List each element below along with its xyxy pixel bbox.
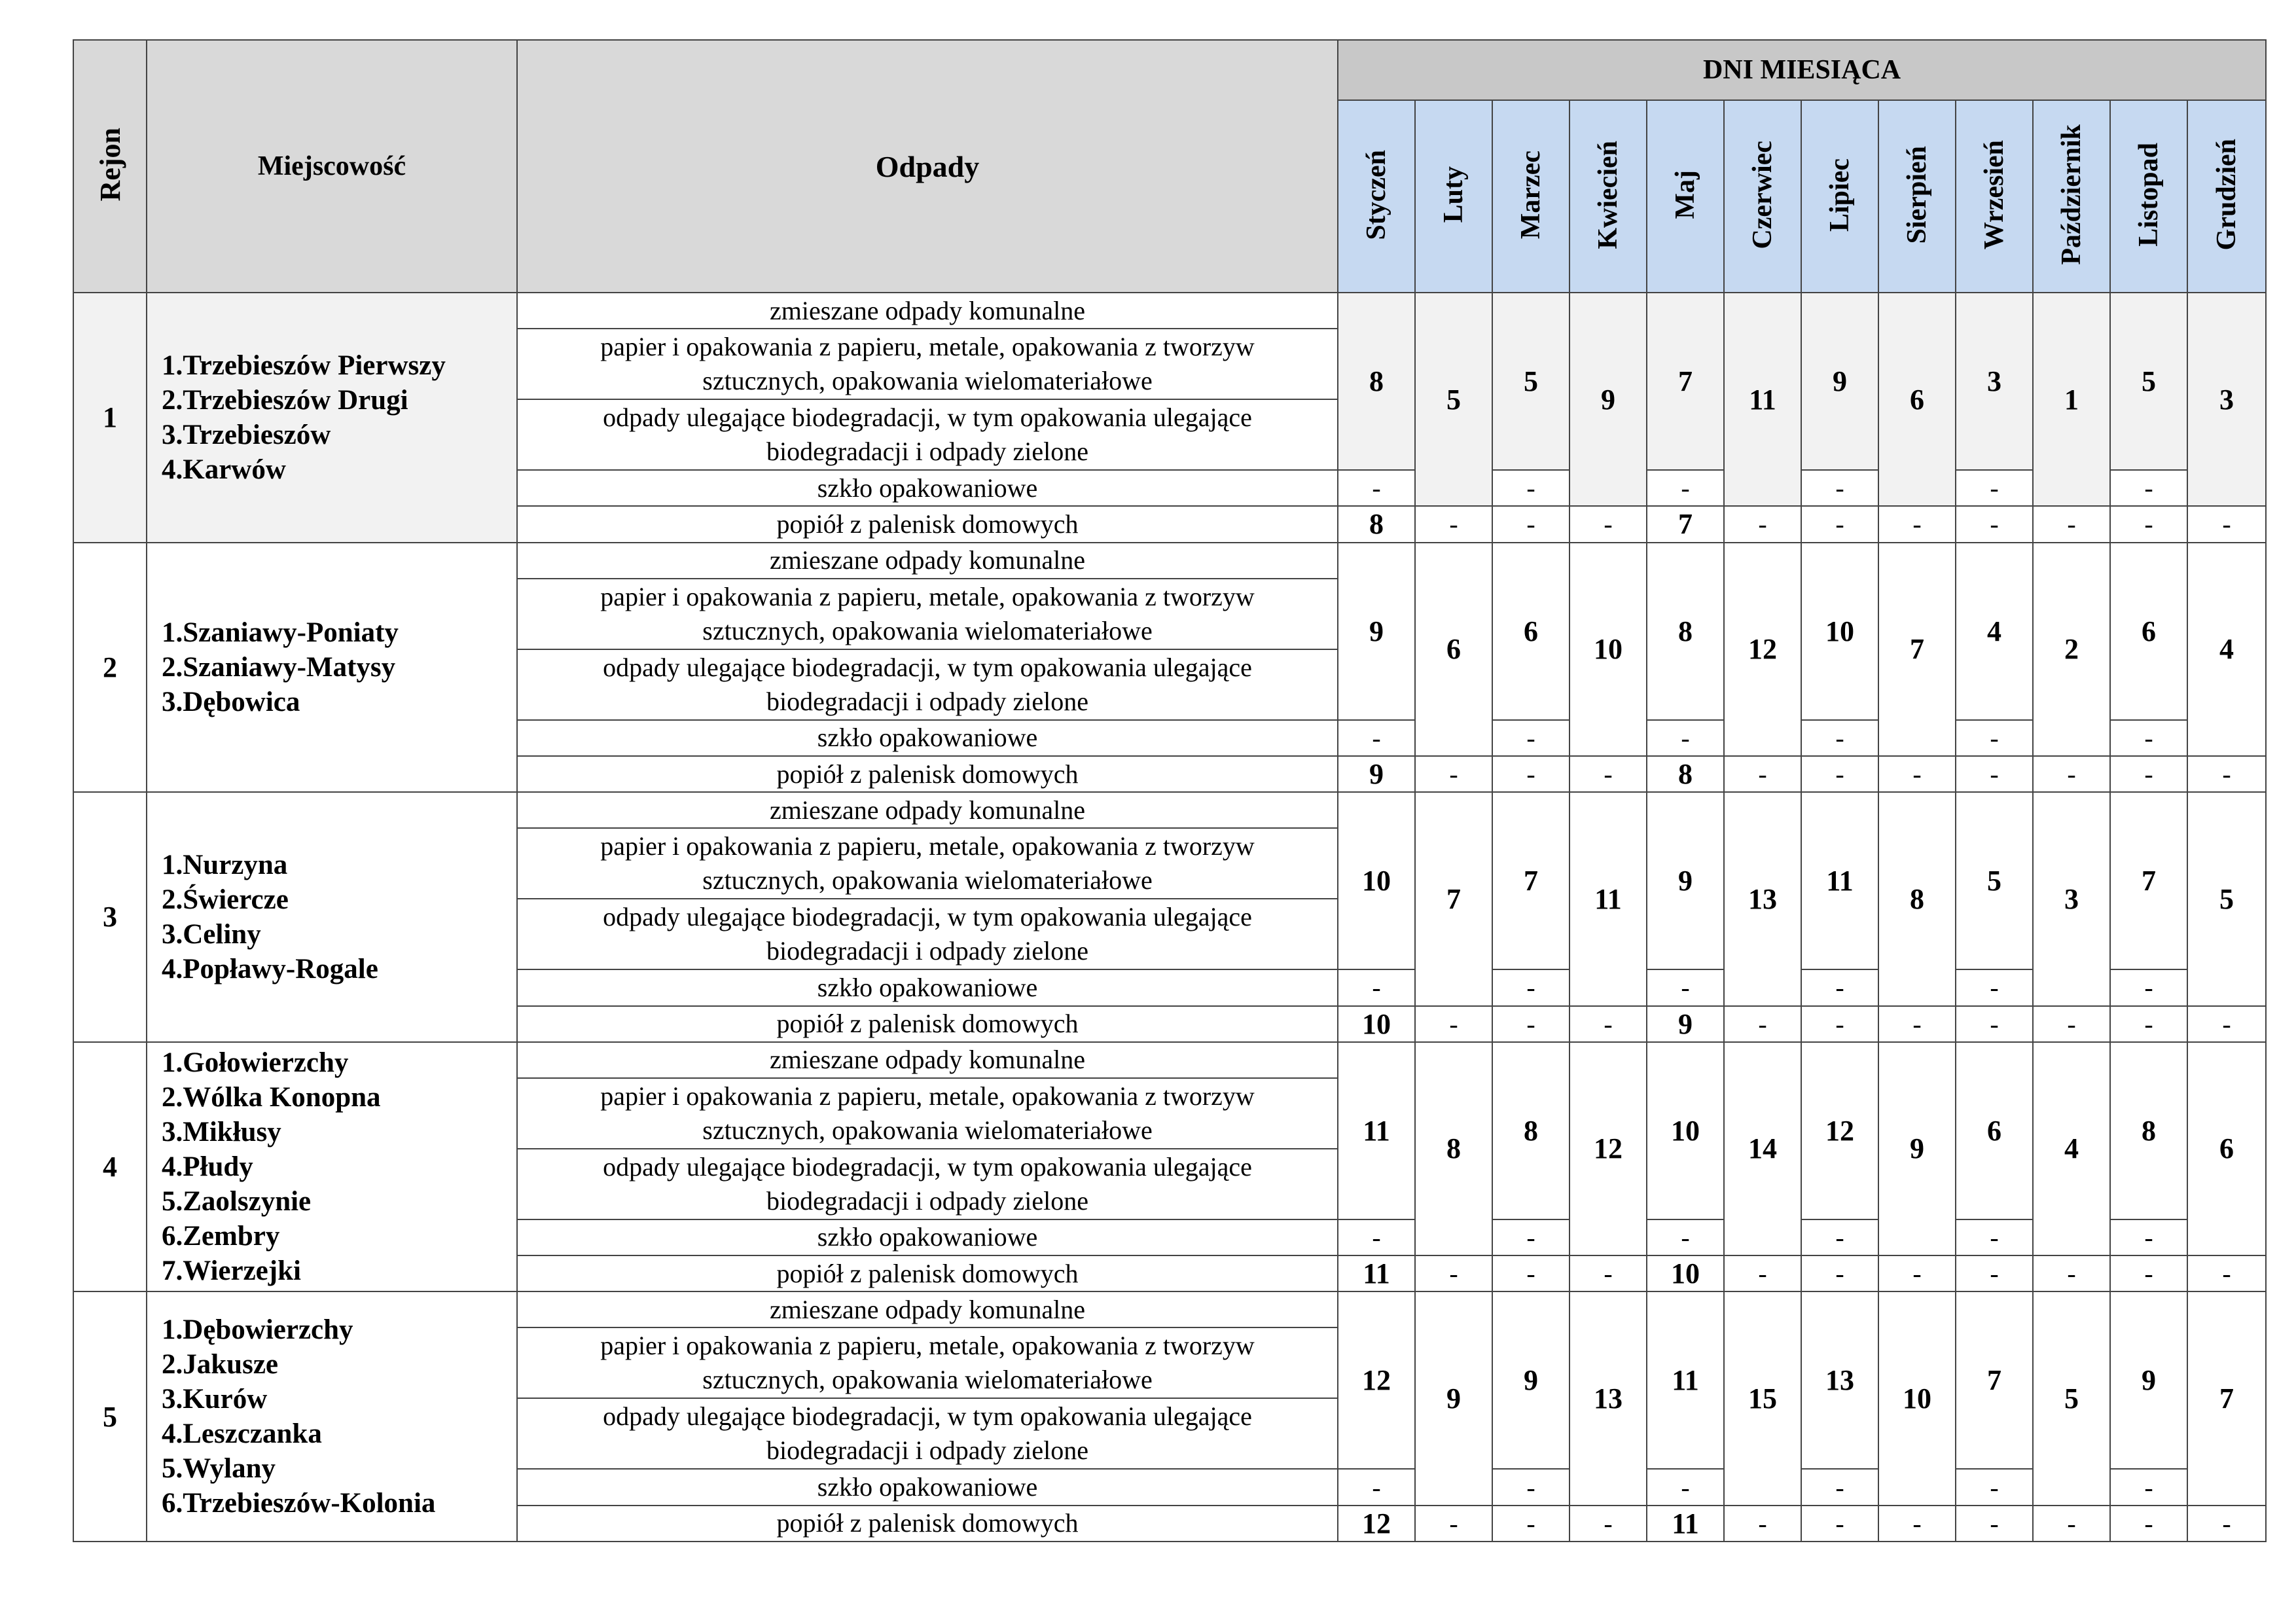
month-header-7 [1878, 100, 1956, 293]
collection-day: 6 [1956, 1042, 2033, 1219]
waste-paper-line-1: papier i opakowania z papieru, metale, opakowania z tworzyw [600, 1081, 1255, 1111]
ash-dash: - [1415, 1506, 1492, 1542]
region-number: 5 [73, 1291, 147, 1542]
ash-dash: - [1570, 1506, 1647, 1542]
collection-day: 3 [2033, 792, 2110, 1005]
place-name: 4.Płudy [162, 1151, 253, 1182]
ash-day: 10 [1338, 1006, 1415, 1042]
place-name: 1.Nurzyna [162, 849, 288, 880]
ash-day: 8 [1338, 506, 1415, 542]
ash-dash: - [1415, 1006, 1492, 1042]
ash-dash: - [1570, 1006, 1647, 1042]
region-number: 3 [73, 792, 147, 1042]
month-label: Listopad [2134, 143, 2164, 247]
waste-bio [517, 899, 1338, 969]
glass-dash: - [1647, 720, 1724, 756]
collection-day: 9 [1647, 792, 1724, 969]
ash-day: 10 [1647, 1255, 1724, 1291]
ash-dash: - [1492, 756, 1570, 792]
month-label: Lipiec [1825, 158, 1855, 232]
ash-dash: - [1878, 1006, 1956, 1042]
place-name: 1.Dębowierzchy [162, 1314, 353, 1346]
collection-day: 6 [1492, 543, 1570, 720]
waste-glass: szkło opakowaniowe [517, 1219, 1338, 1255]
collection-day: 13 [1724, 792, 1801, 1005]
waste-glass: szkło opakowaniowe [517, 720, 1338, 756]
collection-day: 14 [1724, 1042, 1801, 1255]
waste-paper [517, 579, 1338, 649]
days-of-month-header [1338, 40, 2266, 100]
glass-dash: - [1492, 470, 1570, 506]
waste-paper-line-1: papier i opakowania z papieru, metale, opakowania z tworzyw [600, 332, 1255, 362]
waste-mixed: zmieszane odpady komunalne [517, 543, 1338, 579]
place-name: 1.Gołowierzchy [162, 1047, 349, 1078]
ash-day: 9 [1338, 756, 1415, 792]
waste-paper-line-2: sztucznych, opakowania wielomateriałowe [702, 1365, 1153, 1395]
region-number: 4 [73, 1042, 147, 1292]
collection-day: 9 [1338, 543, 1415, 720]
region-places [147, 543, 517, 793]
ash-dash: - [1415, 756, 1492, 792]
place-name: 1.Trzebieszów Pierwszy [162, 350, 446, 381]
glass-dash: - [1956, 969, 2033, 1005]
waste-bio [517, 649, 1338, 720]
collection-day: 5 [2187, 792, 2266, 1005]
month-label: Kwiecień [1593, 140, 1623, 249]
collection-day: 9 [2110, 1291, 2187, 1469]
collection-day: 8 [1492, 1042, 1570, 1219]
waste-paper-line-1: papier i opakowania z papieru, metale, opakowania z tworzyw [600, 581, 1255, 611]
collection-day: 2 [2033, 543, 2110, 756]
place-name: 3.Mikłusy [162, 1116, 281, 1147]
ash-dash: - [2033, 1506, 2110, 1542]
month-label: Grudzień [2212, 139, 2242, 251]
ash-dash: - [1956, 1255, 2033, 1291]
header-row-top [73, 40, 2266, 100]
glass-dash: - [1338, 720, 1415, 756]
waste-ash: popiół z palenisk domowych [517, 1255, 1338, 1291]
glass-dash: - [1647, 470, 1724, 506]
ash-dash: - [1801, 1006, 1878, 1042]
waste-paper [517, 329, 1338, 399]
waste-bio-line-1: odpady ulegające biodegradacji, w tym opakowania ulegające [603, 403, 1252, 433]
waste-paper-line-1: papier i opakowania z papieru, metale, opakowania z tworzyw [600, 831, 1255, 861]
waste-bio-line-1: odpady ulegające biodegradacji, w tym opakowania ulegające [603, 652, 1252, 682]
waste-mixed: zmieszane odpady komunalne [517, 792, 1338, 828]
waste-bio-line-1: odpady ulegające biodegradacji, w tym opakowania ulegające [603, 902, 1252, 932]
collection-day: 11 [1338, 1042, 1415, 1219]
locality-header-label: Miejscowość [257, 151, 406, 181]
collection-day: 6 [1878, 293, 1956, 506]
collection-day: 5 [1415, 293, 1492, 506]
waste-bio-line-2: biodegradacji i odpady zielone [766, 1435, 1089, 1466]
waste-bio [517, 399, 1338, 470]
glass-dash: - [1492, 969, 1570, 1005]
ash-dash: - [1724, 1255, 1801, 1291]
collection-day: 10 [1338, 792, 1415, 969]
collection-day: 4 [2033, 1042, 2110, 1255]
collection-day: 11 [1647, 1291, 1724, 1469]
collection-day: 12 [1570, 1042, 1647, 1255]
place-name: 4.Leszczanka [162, 1418, 322, 1450]
glass-dash: - [1801, 969, 1878, 1005]
month-header-9 [2033, 100, 2110, 293]
place-name: 6.Trzebieszów-Kolonia [162, 1488, 436, 1519]
collection-day: 12 [1338, 1291, 1415, 1469]
ash-dash: - [2187, 1006, 2266, 1042]
collection-day: 3 [1956, 293, 2033, 470]
glass-dash: - [1647, 969, 1724, 1005]
waste-bio-line-1: odpady ulegające biodegradacji, w tym opakowania ulegające [603, 1401, 1252, 1432]
region-places [147, 1291, 517, 1542]
ash-dash: - [1570, 506, 1647, 542]
collection-day: 5 [2033, 1291, 2110, 1505]
collection-day: 11 [1570, 792, 1647, 1005]
waste-paper-line-2: sztucznych, opakowania wielomateriałowe [702, 366, 1153, 396]
collection-day: 6 [2187, 1042, 2266, 1255]
waste-bio-line-1: odpady ulegające biodegradacji, w tym opakowania ulegające [603, 1151, 1252, 1182]
waste-bio [517, 1398, 1338, 1469]
place-name: 3.Kurów [162, 1384, 268, 1415]
collection-day: 12 [1724, 543, 1801, 756]
collection-day: 7 [1878, 543, 1956, 756]
month-header-0 [1338, 100, 1415, 293]
glass-dash: - [2110, 1219, 2187, 1255]
ash-dash: - [2187, 506, 2266, 542]
waste-bio [517, 1149, 1338, 1219]
ash-dash: - [2110, 1255, 2187, 1291]
place-name: 5.Zaolszynie [162, 1185, 312, 1217]
waste-bio-line-2: biodegradacji i odpady zielone [766, 1185, 1089, 1216]
place-name: 2.Jakusze [162, 1349, 278, 1380]
ash-dash: - [2187, 1506, 2266, 1542]
place-name: 6.Zembry [162, 1220, 280, 1252]
schedule-row [73, 543, 2266, 579]
ash-dash: - [1492, 506, 1570, 542]
schedule-row [73, 1042, 2266, 1078]
ash-dash: - [1956, 756, 2033, 792]
collection-day: 6 [1415, 543, 1492, 756]
schedule-row [73, 1291, 2266, 1327]
ash-dash: - [1878, 1255, 1956, 1291]
ash-day: 11 [1647, 1506, 1724, 1542]
place-name: 3.Dębowica [162, 686, 300, 717]
waste-paper-line-2: sztucznych, opakowania wielomateriałowe [702, 865, 1153, 895]
region-header-label: Rejon [94, 128, 126, 202]
collection-day: 5 [1956, 792, 2033, 969]
collection-day: 8 [2110, 1042, 2187, 1219]
ash-dash: - [2033, 1006, 2110, 1042]
collection-day: 5 [2110, 293, 2187, 470]
waste-mixed: zmieszane odpady komunalne [517, 293, 1338, 329]
place-name: 2.Świercze [162, 884, 289, 915]
waste-paper-line-1: papier i opakowania z papieru, metale, opakowania z tworzyw [600, 1331, 1255, 1361]
waste-header-label: Odpady [875, 149, 980, 183]
glass-dash: - [1338, 1219, 1415, 1255]
collection-day: 7 [1956, 1291, 2033, 1469]
place-name: 4.Popławy-Rogale [162, 953, 378, 984]
glass-dash: - [1647, 1469, 1724, 1505]
collection-day: 1 [2033, 293, 2110, 506]
ash-dash: - [1878, 506, 1956, 542]
waste-paper-line-2: sztucznych, opakowania wielomateriałowe [702, 615, 1153, 645]
glass-dash: - [1956, 1469, 2033, 1505]
month-header-10 [2110, 100, 2187, 293]
collection-day: 13 [1801, 1291, 1878, 1469]
ash-dash: - [1492, 1255, 1570, 1291]
waste-glass: szkło opakowaniowe [517, 1469, 1338, 1505]
glass-dash: - [1338, 1469, 1415, 1505]
waste-glass: szkło opakowaniowe [517, 470, 1338, 506]
ash-dash: - [2110, 1506, 2187, 1542]
glass-dash: - [1492, 720, 1570, 756]
glass-dash: - [1956, 1219, 2033, 1255]
waste-mixed: zmieszane odpady komunalne [517, 1042, 1338, 1078]
month-header-11 [2187, 100, 2266, 293]
place-name: 7.Wierzejki [162, 1255, 301, 1286]
waste-paper-line-2: sztucznych, opakowania wielomateriałowe [702, 1115, 1153, 1145]
glass-dash: - [1801, 720, 1878, 756]
region-number: 2 [73, 543, 147, 793]
ash-dash: - [1801, 1255, 1878, 1291]
waste-ash: popiół z palenisk domowych [517, 506, 1338, 542]
ash-dash: - [1956, 506, 2033, 542]
glass-dash: - [1647, 1219, 1724, 1255]
ash-dash: - [1956, 1006, 2033, 1042]
glass-dash: - [2110, 720, 2187, 756]
ash-dash: - [2033, 1255, 2110, 1291]
glass-dash: - [1956, 470, 2033, 506]
ash-dash: - [1570, 1255, 1647, 1291]
ash-dash: - [1492, 1506, 1570, 1542]
waste-bio-line-2: biodegradacji i odpady zielone [766, 686, 1089, 716]
collection-day: 7 [1647, 293, 1724, 470]
month-header-5 [1724, 100, 1801, 293]
month-label: Marzec [1516, 150, 1546, 240]
month-header-2 [1492, 100, 1570, 293]
collection-day: 8 [1878, 792, 1956, 1005]
place-name: 3.Celiny [162, 918, 261, 950]
collection-day: 5 [1492, 293, 1570, 470]
ash-dash: - [2033, 506, 2110, 542]
ash-dash: - [1878, 1506, 1956, 1542]
collection-day: 7 [2187, 1291, 2266, 1505]
glass-dash: - [1338, 969, 1415, 1005]
collection-day: 7 [2110, 792, 2187, 969]
place-name: 2.Wólka Konopna [162, 1081, 381, 1113]
place-name: 3.Trzebieszów [162, 419, 331, 450]
collection-day: 11 [1724, 293, 1801, 506]
glass-dash: - [2110, 969, 2187, 1005]
collection-day: 7 [1415, 792, 1492, 1005]
month-label: Styczeń [1361, 149, 1391, 240]
waste-glass: szkło opakowaniowe [517, 969, 1338, 1005]
month-label: Maj [1670, 170, 1700, 219]
collection-day: 10 [1878, 1291, 1956, 1505]
ash-dash: - [1724, 1006, 1801, 1042]
month-label: Sierpień [1902, 145, 1932, 244]
collection-day: 3 [2187, 293, 2266, 506]
glass-dash: - [1801, 1219, 1878, 1255]
region-number: 1 [73, 293, 147, 543]
ash-dash: - [1415, 1255, 1492, 1291]
waste-paper [517, 1327, 1338, 1398]
waste-bio-line-2: biodegradacji i odpady zielone [766, 936, 1089, 966]
collection-day: 10 [1647, 1042, 1724, 1219]
ash-dash: - [2110, 756, 2187, 792]
collection-day: 10 [1570, 543, 1647, 756]
month-header-8 [1956, 100, 2033, 293]
locality-column-header [147, 40, 517, 293]
schedule-row [73, 792, 2266, 828]
ash-day: 8 [1647, 756, 1724, 792]
waste-column-header [517, 40, 1338, 293]
glass-dash: - [1801, 470, 1878, 506]
collection-day: 9 [1415, 1291, 1492, 1505]
collection-day: 9 [1801, 293, 1878, 470]
collection-day: 15 [1724, 1291, 1801, 1505]
collection-day: 13 [1570, 1291, 1647, 1505]
collection-day: 9 [1570, 293, 1647, 506]
collection-day: 12 [1801, 1042, 1878, 1219]
waste-ash: popiół z palenisk domowych [517, 756, 1338, 792]
place-name: 2.Trzebieszów Drugi [162, 384, 408, 416]
ash-dash: - [1724, 506, 1801, 542]
month-label: Luty [1439, 166, 1469, 223]
waste-ash: popiół z palenisk domowych [517, 1006, 1338, 1042]
ash-dash: - [2110, 1006, 2187, 1042]
ash-day: 12 [1338, 1506, 1415, 1542]
glass-dash: - [2110, 1469, 2187, 1505]
waste-paper [517, 828, 1338, 899]
ash-dash: - [2033, 756, 2110, 792]
month-label: Wrzesień [1979, 139, 2009, 250]
month-header-6 [1801, 100, 1878, 293]
glass-dash: - [1338, 470, 1415, 506]
ash-dash: - [1801, 1506, 1878, 1542]
waste-bio-line-2: biodegradacji i odpady zielone [766, 437, 1089, 467]
collection-day: 6 [2110, 543, 2187, 720]
schedule-row [73, 293, 2266, 329]
ash-dash: - [1570, 756, 1647, 792]
ash-dash: - [1492, 1006, 1570, 1042]
ash-dash: - [1878, 756, 1956, 792]
collection-day: 4 [2187, 543, 2266, 756]
waste-ash: popiół z palenisk domowych [517, 1506, 1338, 1542]
region-places [147, 792, 517, 1042]
ash-dash: - [1724, 756, 1801, 792]
ash-dash: - [1801, 756, 1878, 792]
place-name: 2.Szaniawy-Matysy [162, 651, 396, 683]
glass-dash: - [1492, 1219, 1570, 1255]
glass-dash: - [2110, 470, 2187, 506]
schedule-body [73, 293, 2266, 1542]
glass-dash: - [1801, 1469, 1878, 1505]
glass-dash: - [1492, 1469, 1570, 1505]
region-column-header [73, 40, 147, 293]
collection-day: 9 [1878, 1042, 1956, 1255]
collection-day: 8 [1415, 1042, 1492, 1255]
ash-day: 9 [1647, 1006, 1724, 1042]
ash-dash: - [2187, 756, 2266, 792]
ash-dash: - [2187, 1255, 2266, 1291]
ash-dash: - [1956, 1506, 2033, 1542]
month-label: Czerwiec [1748, 140, 1778, 249]
ash-day: 11 [1338, 1255, 1415, 1291]
place-name: 4.Karwów [162, 454, 286, 485]
ash-dash: - [2110, 506, 2187, 542]
region-places [147, 293, 517, 543]
ash-day: 7 [1647, 506, 1724, 542]
ash-dash: - [1801, 506, 1878, 542]
collection-day: 7 [1492, 792, 1570, 969]
collection-day: 8 [1647, 543, 1724, 720]
collection-day: 10 [1801, 543, 1878, 720]
days-header-label: DNI MIESIĄCA [1702, 55, 1901, 85]
month-header-4 [1647, 100, 1724, 293]
collection-day: 9 [1492, 1291, 1570, 1469]
place-name: 5.Wylany [162, 1453, 276, 1485]
ash-dash: - [1724, 1506, 1801, 1542]
collection-day: 8 [1338, 293, 1415, 470]
collection-day: 4 [1956, 543, 2033, 720]
region-places [147, 1042, 517, 1292]
month-header-3 [1570, 100, 1647, 293]
ash-dash: - [1415, 506, 1492, 542]
waste-paper [517, 1078, 1338, 1149]
month-header-1 [1415, 100, 1492, 293]
waste-collection-schedule-table [73, 39, 2267, 1542]
glass-dash: - [1956, 720, 2033, 756]
waste-mixed: zmieszane odpady komunalne [517, 1291, 1338, 1327]
collection-day: 11 [1801, 792, 1878, 969]
month-label: Październik [2056, 124, 2087, 265]
place-name: 1.Szaniawy-Poniaty [162, 617, 399, 648]
